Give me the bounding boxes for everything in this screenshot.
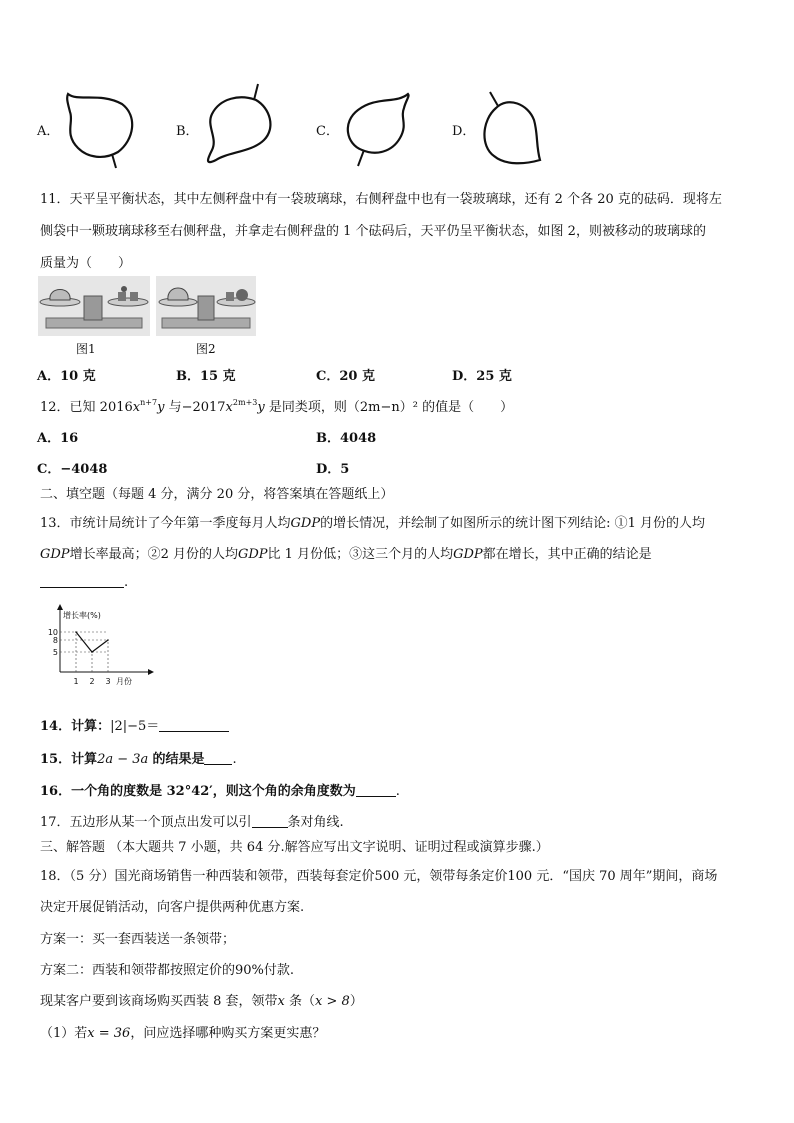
q12-suffix: 是同类项，则（2m−n）² 的值是（ ） <box>268 400 514 415</box>
q13-gdp-4: GDP <box>453 547 483 562</box>
q15-text: 15．计算 <box>40 752 98 767</box>
x-tick-label: 3 <box>105 677 111 686</box>
q16: 16．一个角的度数是 32°42′，则这个角的余角度数为 . <box>40 784 400 799</box>
section-2-heading: 二、填空题（每题 4 分，满分 20 分，将答案填在答题纸上） <box>40 487 394 502</box>
q11-option-d: D．25 克 <box>452 369 512 384</box>
q13-answer-blank <box>40 575 124 588</box>
q18-var-x: x <box>277 994 285 1009</box>
data-point <box>91 651 93 653</box>
q12-mid: 与−2017 <box>168 400 226 415</box>
q14 <box>40 715 229 734</box>
q12-option-c: C．−4048 <box>37 462 108 477</box>
gdp-growth-chart <box>40 606 160 690</box>
q12-exp1: n+7 <box>140 398 158 407</box>
q18-text-5c: ） <box>349 994 363 1009</box>
balance-figure-2 <box>156 276 256 336</box>
q12-option-a: A．16 <box>37 431 79 446</box>
q11-line-3: 质量为（ ） <box>40 256 132 271</box>
q13-text-2c: 都在增长，其中正确的结论是 <box>482 547 652 562</box>
y-tick-label: 5 <box>52 648 58 657</box>
q10-option-b-label: B． <box>176 124 199 139</box>
q12-exp2: 2m+3 <box>232 398 258 407</box>
q14-answer-blank <box>159 719 229 732</box>
q13-gdp-3: GDP <box>237 547 268 562</box>
q17-text-post: 条对角线. <box>287 815 344 830</box>
q18-part1-prefix: （1）若 <box>40 1026 88 1041</box>
q10-option-a-label: A． <box>37 124 60 139</box>
q12-option-d: D．5 <box>316 462 350 477</box>
q18-text-5b: 条（ <box>289 994 316 1009</box>
q18-condition: x > 8 <box>315 994 350 1009</box>
q18-part1-condition: x = 36 <box>87 1026 131 1041</box>
q18-plan-2: 方案二：西装和领带都按照定价的90%付款. <box>40 963 295 978</box>
leaf-figure-b <box>200 82 280 172</box>
q10-option-d-label: D． <box>452 124 476 139</box>
y-axis-label: 增长率(%) <box>63 611 101 620</box>
q13-end: . <box>124 575 129 590</box>
q18-line-1: 18．（5 分）国光商场销售一种西装和领带，西装每套定价500 元，领带每条定价100 元．“国庆 70 周年”期间，商场 <box>40 869 718 884</box>
q10-option-c-label: C． <box>316 124 339 139</box>
q15-expression: 2a − 3a <box>97 752 149 767</box>
q13-answer-line <box>40 575 128 590</box>
q12-option-b: B．4048 <box>316 431 377 446</box>
section-3-heading: 三、解答题 （本大题共 7 小题，共 64 分.解答应写出文字说明、证明过程或演算步骤.） <box>40 840 549 855</box>
y-tick-label: 8 <box>52 636 58 645</box>
q11-line-1: 11．天平呈平衡状态，其中左侧秤盘中有一袋玻璃球，右侧秤盘中也有一袋玻璃球，还有 2 个各 20 克的砝码．现将左 <box>40 192 722 207</box>
q17-answer-blank <box>252 815 288 828</box>
q17 <box>40 811 344 830</box>
leaf-figure-c <box>338 90 418 170</box>
q18-line-5 <box>40 990 363 1009</box>
q18-line-2: 决定开展促销活动，向客户提供两种优惠方案. <box>40 900 305 915</box>
q18-part-1 <box>40 1022 325 1041</box>
q18-part1-suffix: ，问应选择哪种购买方案更实惠？ <box>130 1026 326 1041</box>
y-tick-label: 10 <box>47 628 58 637</box>
q12-prefix: 12．已知 2016 <box>40 400 133 415</box>
x-tick-label: 2 <box>89 677 95 686</box>
q13-text-2b: 比 1 月份低；③这三个月的人均 <box>267 547 454 562</box>
q13-text-1b: 的增长情况，并绘制了如图所示的统计图下列结论: ①1 月份的人均 <box>320 516 706 531</box>
q13-gdp-2: GDP <box>40 547 70 562</box>
q14-text: 14．计算： <box>40 719 111 734</box>
x-tick-label: 1 <box>73 677 79 686</box>
q11-option-a: A．10 克 <box>37 369 96 384</box>
data-point <box>75 631 77 633</box>
figure-1-caption: 图1 <box>76 342 96 356</box>
q11-line-2: 侧袋中一颗玻璃球移至右侧秤盘，并拿走右侧秤盘的 1 个砝码后，天平仍呈平衡状态，如图 2，则被移动的玻璃球的 <box>40 224 706 239</box>
leaf-figure-a <box>60 90 140 170</box>
q13-gdp-1: GDP <box>290 516 321 531</box>
balance-figure-1 <box>38 276 150 336</box>
q13-line-1 <box>40 512 705 531</box>
q16-text: 16．一个角的度数是 32°42′，则这个角的余角度数为 <box>40 784 356 799</box>
q14-expression: |2|−5＝ <box>110 719 160 734</box>
q13-line-2 <box>40 543 652 562</box>
q15-answer-blank <box>204 752 232 765</box>
data-point <box>107 639 109 641</box>
q13-text-1a: 13．市统计局统计了今年第一季度每月人均 <box>40 516 291 531</box>
q11-option-b: B．15 克 <box>176 369 236 384</box>
q11-option-c: C．20 克 <box>316 369 375 384</box>
q16-answer-blank <box>356 784 396 797</box>
q18-text-5a: 现某客户要到该商场购买西装 8 套，领带 <box>40 994 278 1009</box>
q15-suffix: 的结果是 <box>152 752 205 767</box>
q17-text-pre: 17．五边形从某一个顶点出发可以引 <box>40 815 252 830</box>
figure-2-caption: 图2 <box>196 342 216 356</box>
x-axis-label: 月份 <box>116 677 132 686</box>
q12-stem: 12．已知 $2016x^{n+7}y$ 与$-2017x^{2m+3}y$ 是同类项，则（2m−n）² 的值是（ ） <box>40 398 514 415</box>
leaf-figure-d <box>476 90 546 170</box>
q15: 15．计算2a − 3a 的结果是 . <box>40 752 237 767</box>
q13-text-2a: 增长率最高；②2 月份的人均 <box>69 547 238 562</box>
q18-plan-1: 方案一：买一套西装送一条领带； <box>40 932 236 947</box>
